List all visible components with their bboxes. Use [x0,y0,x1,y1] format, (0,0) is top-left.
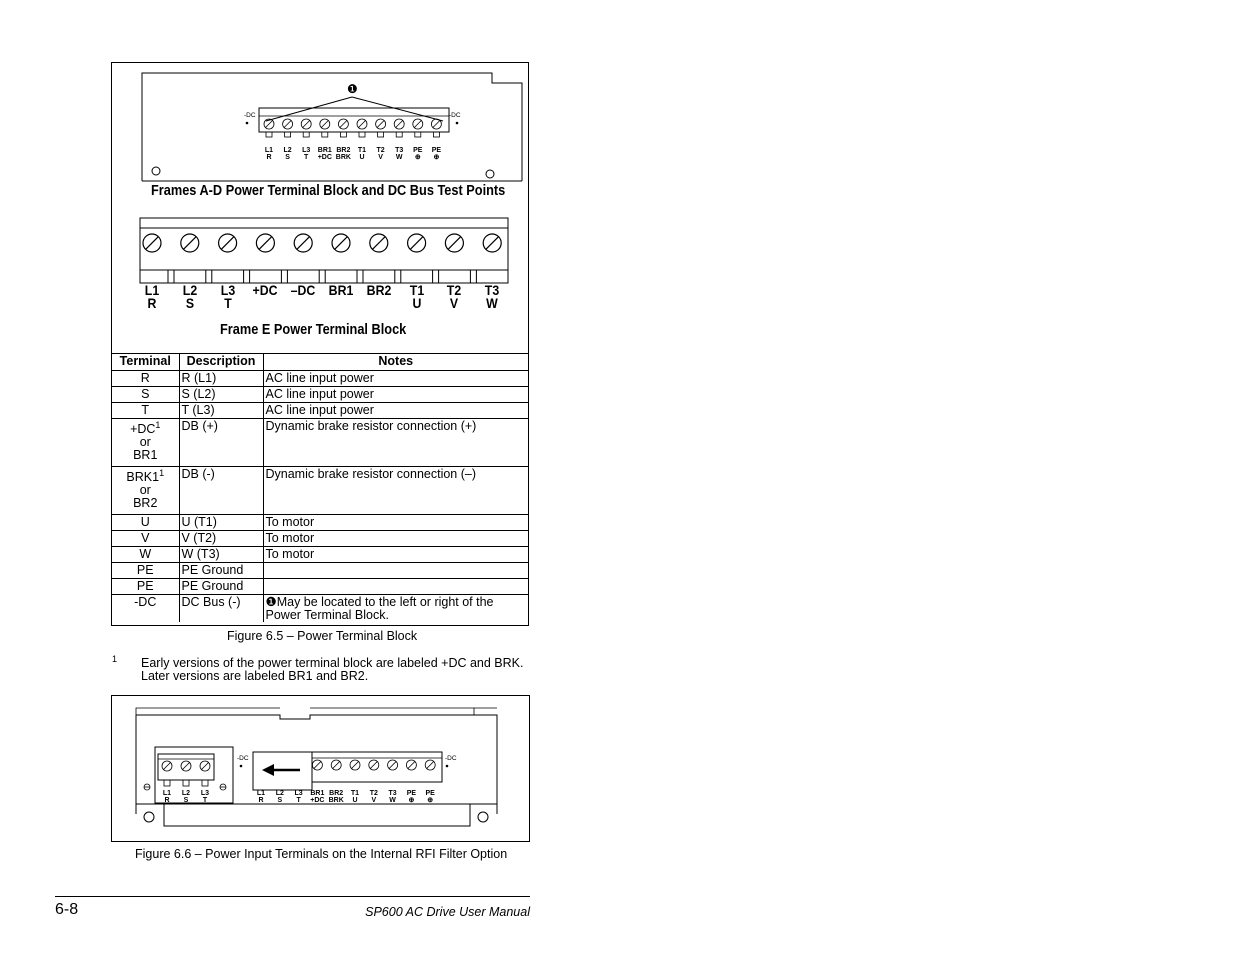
terminal-name: BRK1 [126,470,160,484]
terminal-alt-name: BR2 [133,496,158,510]
filter-terminal-label: L1 R [162,790,172,804]
cell-description: V (T2) [179,531,263,547]
cell-notes: To motor [263,547,528,563]
small-terminal-screw-slot [303,121,310,128]
header-notes: Notes [263,354,528,371]
frame-e-terminal-tabs [168,270,476,283]
cell-terminal [112,419,179,467]
table-header-row [112,354,528,371]
footnote-ref: 1 [155,419,161,430]
frame-e-terminal-label: T3 W [484,282,500,311]
cell-notes: Dynamic brake resistor connection (+) [263,419,528,467]
heading-frames-a-d: Frames A-D Power Terminal Block and DC Bus Test Points [151,183,506,199]
footnote-ref: 1 [159,467,165,478]
small-terminal-screw-slot [266,121,273,128]
cell-notes [263,563,528,579]
small-terminal-tab [303,132,309,137]
small-terminal-label: T2 V [376,147,385,161]
cell-terminal: R [112,371,179,387]
frame-e-terminal-tab [244,270,250,283]
frame-e-terminal-label: L2 S [182,282,197,311]
frame-e-terminal-tab [281,270,287,283]
small-terminal-tab [266,132,272,137]
cell-notes: Dynamic brake resistor connection (–) [263,467,528,515]
small-terminal-screw-slot [396,121,403,128]
table-row [112,595,528,623]
cell-notes [263,579,528,595]
small-terminal-label: PE ⊕ [431,147,442,161]
rfi-filter-diagram [112,696,529,841]
small-terminal-tab [340,132,346,137]
small-terminal-tab [322,132,328,137]
table-row [112,419,528,467]
notes-text: May be located to the left or right of the Power Terminal Block. [265,595,494,622]
terminal-or: or [139,435,151,449]
frame-e-terminal-label: BR2 [366,282,392,298]
main-terminal-label: L3 T [294,790,303,804]
main-terminal-label: PE ⊕ [425,790,435,804]
cell-notes: To motor [263,531,528,547]
main-terminal-screw-slot [427,762,434,769]
frame-e-terminal-screws [143,234,501,252]
terminal-name: +DC [130,422,156,436]
small-terminal-screw-slot [414,121,421,128]
terminal-alt-name: BR1 [133,448,158,462]
cell-description: PE Ground [179,563,263,579]
main-terminal-label: T3 W [388,790,397,804]
table-row [112,387,528,403]
frame-e-terminal-screw-slot [486,237,499,250]
figure-6-5-box [111,62,529,626]
cell-description: R (L1) [179,371,263,387]
filter-terminal-label: L3 T [200,790,210,804]
small-terminal-tab [359,132,365,137]
main-terminal-screw-slot [389,762,396,769]
small-terminal-label: PE ⊕ [413,147,423,161]
dc-test-point-left-label: -DC [237,755,249,762]
figure-6-5-caption: Figure 6.5 – Power Terminal Block [227,629,418,643]
small-terminal-tab [396,132,402,137]
terminal-table [112,353,528,622]
header-description: Description [179,354,263,371]
main-terminal-screw-slot [352,762,359,769]
table-row [112,371,528,387]
main-terminal-screw-slot [408,762,415,769]
footnote-mark: 1 [112,654,118,664]
frame-e-terminal-screw-slot [259,237,272,250]
cell-notes: AC line input power [263,371,528,387]
filter-terminal-tab [202,780,208,786]
dc-test-point-right-label: -DC [449,112,461,119]
filter-terminal-tab [183,780,189,786]
filter-terminal-screw-slot [164,763,171,770]
small-terminal-screw-slot [433,121,440,128]
figure-6-6-box [111,695,530,842]
frame-e-terminal-label: L1 R [144,282,160,311]
frame-e-terminal-label: –DC [290,282,316,298]
main-terminal-label: BR2 BRK [328,790,344,804]
main-terminal-screw-slot [333,762,340,769]
small-terminal-label: T1 U [357,147,367,161]
cell-description: DB (-) [179,467,263,515]
small-terminal-tab [433,132,439,137]
frame-e-terminal-label: T2 V [447,282,462,311]
frame-e-terminal-tab [433,270,439,283]
main-terminal-label: T1 U [350,790,360,804]
small-terminal-screws [264,119,441,137]
frame-e-terminal-screw-slot [335,237,348,250]
cell-terminal [112,467,179,515]
header-terminal: Terminal [112,354,179,371]
footnote-line-2: Later versions are labeled BR1 and BR2. [141,669,369,683]
footnote-line-1: Early versions of the power terminal block are labeled +DC and BRK. [141,656,524,670]
main-terminal-label: BR1 +DC [310,790,325,804]
frame-e-terminal-tab [470,270,476,283]
cell-description: DC Bus (-) [179,595,263,623]
frame-e-terminal-tab [206,270,212,283]
cell-description: W (T3) [179,547,263,563]
marker-1-icon: ❶ [265,595,277,609]
cell-terminal: PE [112,563,179,579]
filter-terminal-screw-slot [183,763,190,770]
frame-e-terminal-tab [168,270,174,283]
small-terminal-tab [285,132,291,137]
cell-notes: To motor [263,515,528,531]
manual-title: SP600 AC Drive User Manual [365,905,530,919]
frame-e-terminal-screw-slot [297,237,310,250]
small-terminal-tab [415,132,421,137]
cell-description: T (L3) [179,403,263,419]
frame-e-terminal-label: L3 T [220,282,235,311]
main-terminal-label: PE ⊕ [406,790,417,804]
frame-e-terminal-screw-slot [410,237,423,250]
page-number: 6-8 [55,901,79,918]
cell-terminal: U [112,515,179,531]
cell-terminal: PE [112,579,179,595]
cell-description: DB (+) [179,419,263,467]
main-terminal-screw-slot [370,762,377,769]
cell-terminal: T [112,403,179,419]
small-terminal-screw-slot [321,121,328,128]
main-terminal-screw-slot [314,762,321,769]
filter-terminal-screw-slot [202,763,209,770]
cell-description: S (L2) [179,387,263,403]
cell-terminal: W [112,547,179,563]
table-row [112,531,528,547]
dc-test-point-right-label: -DC [445,755,457,762]
cell-terminal: V [112,531,179,547]
terminal-or: or [139,483,151,497]
frame-e-terminal-label: BR1 [328,282,354,298]
table-row [112,467,528,515]
small-terminal-screw-slot [340,121,347,128]
main-terminal-label: L1 R [256,790,266,804]
cell-notes [263,595,528,623]
table-row [112,547,528,563]
main-terminal-label: L2 S [275,790,284,804]
frame-e-terminal-tab [319,270,325,283]
filter-terminal-tab [164,780,170,786]
cell-notes: AC line input power [263,387,528,403]
frame-e-terminal-screw-slot [146,237,159,250]
small-terminal-tab [378,132,384,137]
table-row [112,403,528,419]
filter-terminal-screws [162,761,210,786]
main-terminal-screws [312,760,435,770]
cell-terminal: -DC [112,595,179,623]
small-terminal-screw-slot [359,121,366,128]
frame-e-terminal-label: +DC [252,282,278,298]
frame-e-terminal-screw-slot [448,237,461,250]
heading-frame-e: Frame E Power Terminal Block [220,322,407,338]
table-row [112,515,528,531]
table-row [112,563,528,579]
marker-1-icon: ❶ [347,82,358,96]
filter-terminal-label: L2 S [181,790,191,804]
small-terminal-label: BR1 +DC [317,147,332,161]
cell-terminal: S [112,387,179,403]
frame-e-terminal-screw-slot [373,237,386,250]
cell-description: PE Ground [179,579,263,595]
small-terminal-screw-slot [284,121,291,128]
small-terminal-label: BR2 BRK [335,147,351,161]
dc-test-point-left-label: -DC [244,112,256,119]
cell-description: U (T1) [179,515,263,531]
cell-notes: AC line input power [263,403,528,419]
small-terminal-screw-slot [377,121,384,128]
frame-e-terminal-screw-slot [184,237,197,250]
small-terminal-label: L1 R [264,147,274,161]
small-terminal-label: L3 T [302,147,311,161]
frame-e-terminal-screw-slot [221,237,234,250]
frame-e-terminal-tab [357,270,363,283]
small-terminal-label: L2 S [283,147,292,161]
table-row [112,579,528,595]
main-terminal-label: T2 V [369,790,378,804]
frame-e-terminal-tab [395,270,401,283]
footer-rule [55,896,530,897]
small-terminal-label: T3 W [395,147,404,161]
figure-6-6-caption: Figure 6.6 – Power Input Terminals on the Internal RFI Filter Option [135,847,508,861]
frame-e-terminal-label: T1 U [409,282,424,311]
